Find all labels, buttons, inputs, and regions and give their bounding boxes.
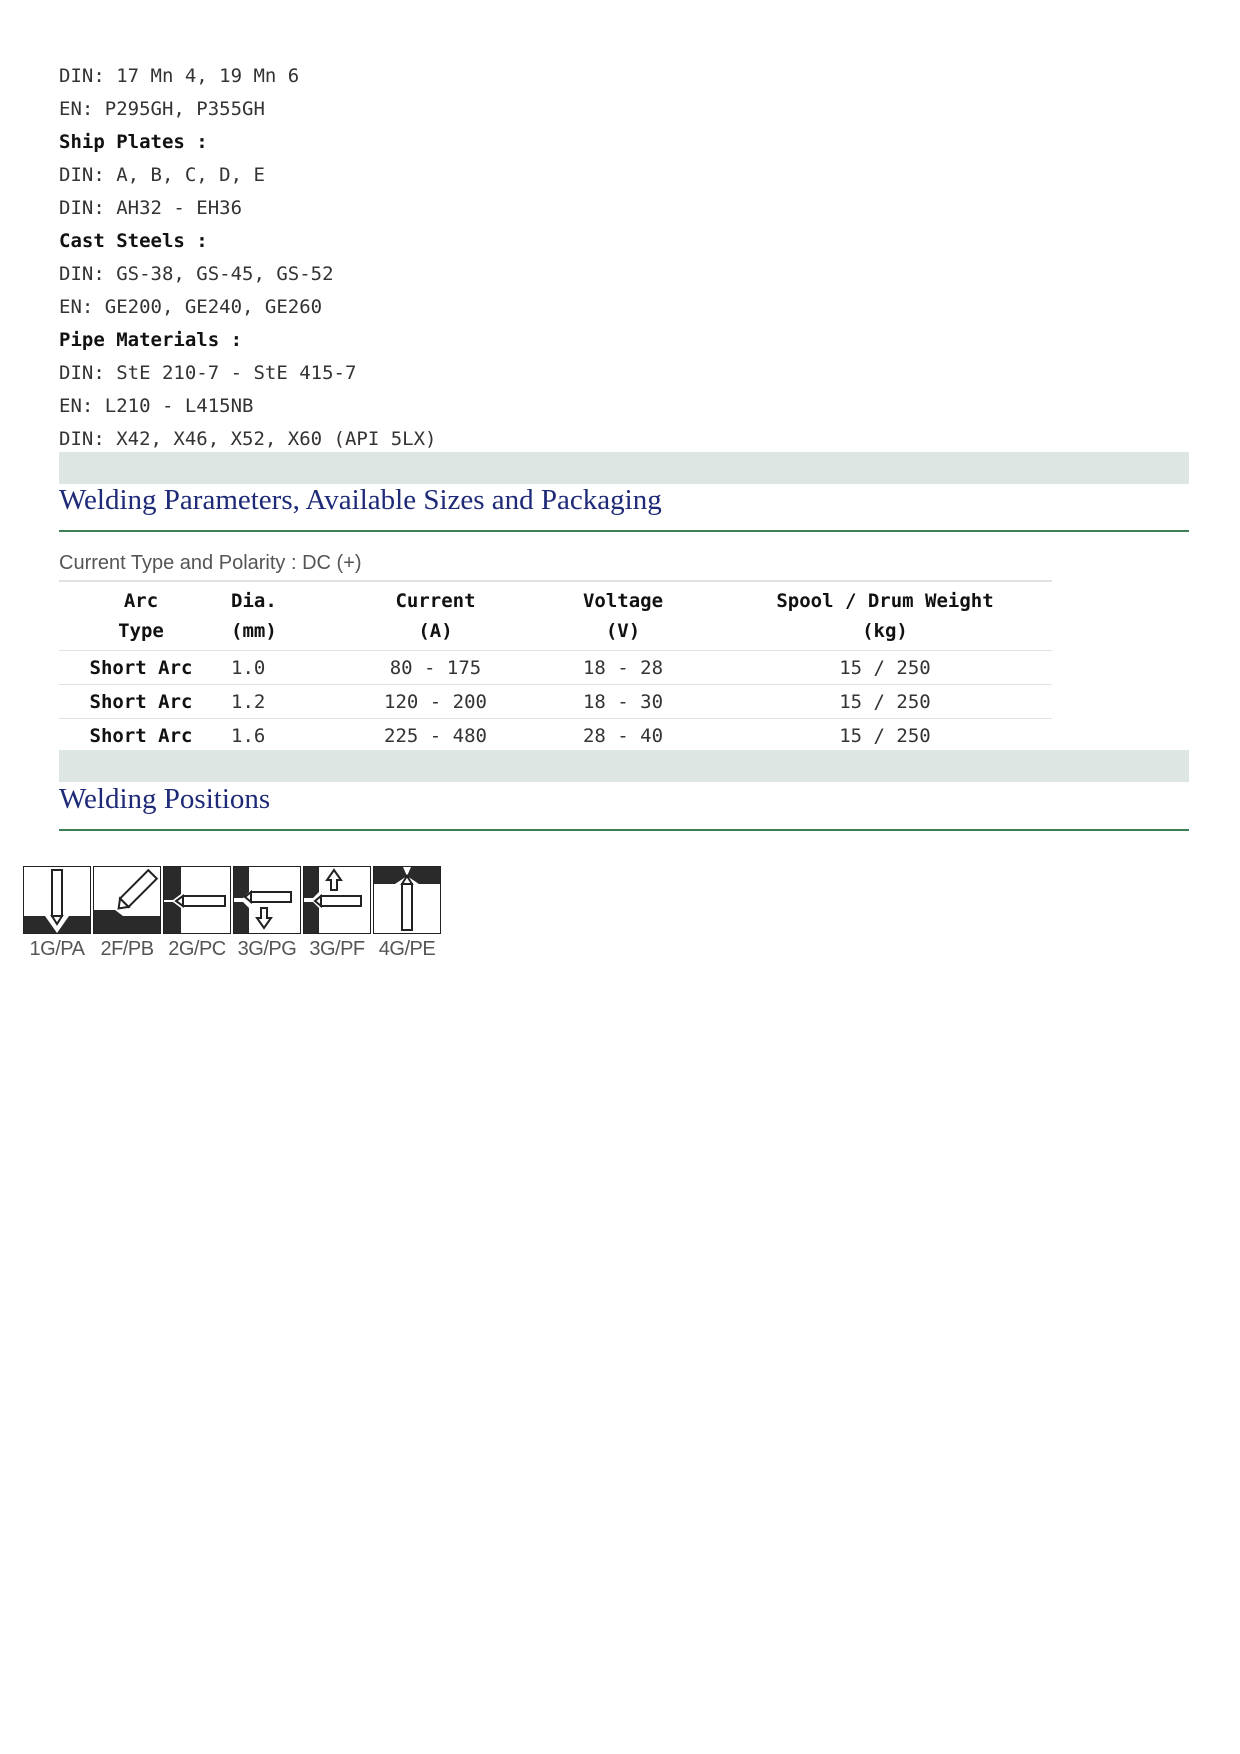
positions-section-title: Welding Positions bbox=[59, 783, 271, 815]
material-line: DIN: GS-38, GS-45, GS-52 bbox=[59, 263, 334, 285]
overhead-position-icon bbox=[373, 866, 441, 934]
header-label: Dia. bbox=[231, 590, 277, 612]
position-label: 2G/PC bbox=[168, 938, 226, 960]
header-unit: (mm) bbox=[231, 620, 277, 642]
weight-cell: 15 / 250 bbox=[839, 724, 931, 747]
horizontal-fillet-position-icon bbox=[93, 866, 161, 934]
position-2g-pc bbox=[163, 866, 231, 964]
material-group-heading: Cast Steels : bbox=[59, 230, 208, 252]
table-header-row bbox=[59, 580, 1052, 650]
arc-type-cell: Short Arc bbox=[89, 656, 193, 679]
position-label: 3G/PG bbox=[237, 938, 297, 960]
header-voltage bbox=[528, 582, 718, 650]
current-cell: 120 - 200 bbox=[384, 690, 487, 713]
material-line: DIN: 17 Mn 4, 19 Mn 6 bbox=[59, 65, 300, 87]
diameter-cell: 1.0 bbox=[231, 656, 266, 679]
diameter-cell: 1.2 bbox=[231, 690, 266, 713]
weight-cell: 15 / 250 bbox=[839, 656, 931, 679]
base-materials-list bbox=[59, 60, 1189, 456]
voltage-cell: 28 - 40 bbox=[582, 724, 664, 747]
material-group-heading: Ship Plates : bbox=[59, 131, 208, 153]
header-label: Voltage bbox=[582, 590, 664, 612]
arc-type-cell: Short Arc bbox=[89, 690, 193, 713]
arc-type-cell: Short Arc bbox=[89, 724, 193, 747]
welding-parameters-table bbox=[59, 580, 1052, 753]
table-row bbox=[59, 650, 1052, 684]
parameters-section-title: Welding Parameters, Available Sizes and Packaging bbox=[59, 484, 662, 516]
vertical-down-position-icon bbox=[233, 866, 301, 934]
horizontal-position-icon bbox=[163, 866, 231, 934]
table-row bbox=[59, 684, 1052, 718]
position-label: 2F/PB bbox=[100, 938, 154, 960]
header-unit: (V) bbox=[605, 620, 641, 642]
position-label: 4G/PE bbox=[378, 938, 436, 960]
flat-position-icon bbox=[23, 866, 91, 934]
current-cell: 80 - 175 bbox=[389, 656, 482, 679]
polarity-note: Current Type and Polarity : DC (+) bbox=[59, 552, 362, 574]
table-row bbox=[59, 718, 1052, 753]
welding-positions-strip bbox=[23, 866, 441, 964]
material-line: DIN: X42, X46, X52, X60 (API 5LX) bbox=[59, 428, 437, 450]
position-4g-pe bbox=[373, 866, 441, 964]
material-group-heading: Pipe Materials : bbox=[59, 329, 243, 351]
current-cell: 225 - 480 bbox=[384, 724, 487, 747]
position-2f-pb bbox=[93, 866, 161, 964]
weight-cell: 15 / 250 bbox=[839, 690, 931, 713]
material-line: DIN: StE 210-7 - StE 415-7 bbox=[59, 362, 357, 384]
material-line: EN: P295GH, P355GH bbox=[59, 98, 265, 120]
voltage-cell: 18 - 28 bbox=[582, 656, 664, 679]
vertical-up-position-icon bbox=[303, 866, 371, 934]
material-line: EN: GE200, GE240, GE260 bbox=[59, 296, 323, 318]
position-label: 3G/PF bbox=[309, 938, 365, 960]
voltage-cell: 18 - 30 bbox=[582, 690, 664, 713]
header-unit: Type bbox=[118, 620, 164, 642]
section-divider bbox=[59, 829, 1189, 831]
header-label: Arc bbox=[123, 590, 159, 612]
material-line: DIN: AH32 - EH36 bbox=[59, 197, 243, 219]
material-line: DIN: A, B, C, D, E bbox=[59, 164, 265, 186]
diameter-cell: 1.6 bbox=[231, 724, 266, 747]
header-label: Spool / Drum Weight bbox=[776, 590, 994, 612]
position-label: 1G/PA bbox=[29, 938, 85, 960]
header-unit: (A) bbox=[418, 620, 453, 642]
section-band bbox=[59, 750, 1189, 782]
section-divider bbox=[59, 530, 1189, 532]
header-arc-type bbox=[59, 582, 223, 650]
header-label: Current bbox=[395, 590, 476, 612]
position-1g-pa bbox=[23, 866, 91, 964]
header-diameter bbox=[223, 582, 343, 650]
section-band bbox=[59, 452, 1189, 484]
position-3g-pf bbox=[303, 866, 371, 964]
position-3g-pg bbox=[233, 866, 301, 964]
header-current bbox=[343, 582, 528, 650]
header-unit: (kg) bbox=[862, 620, 908, 642]
header-spool-drum-weight bbox=[718, 582, 1052, 650]
material-line: EN: L210 - L415NB bbox=[59, 395, 254, 417]
